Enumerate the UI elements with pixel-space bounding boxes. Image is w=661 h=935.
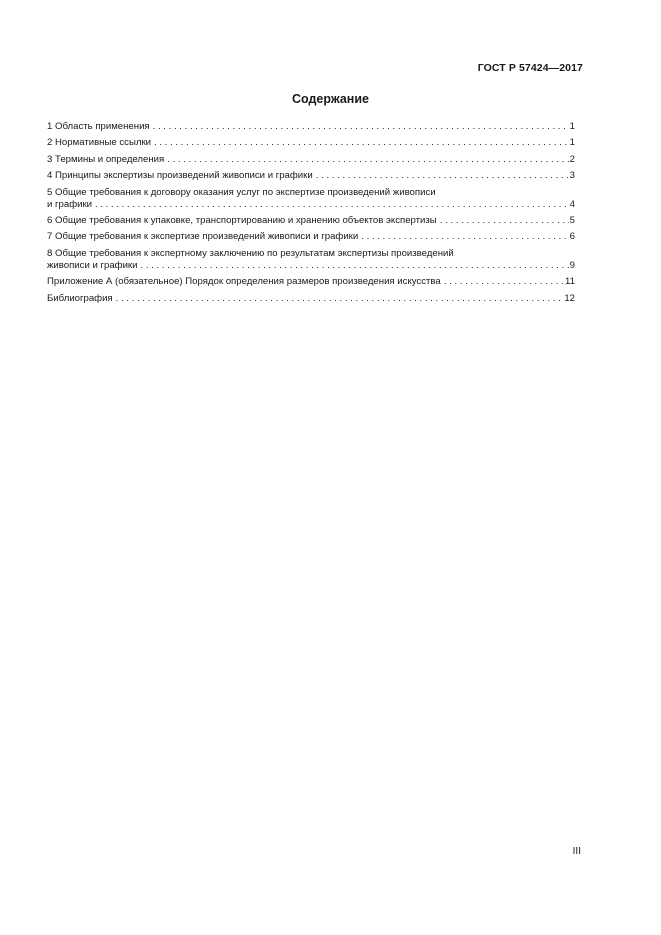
toc-entry-first-line: 8 Общие требования к экспертному заключению по результатам экспертизы произведений (47, 247, 454, 259)
toc-entry-page: 11 (565, 276, 575, 288)
toc-entry-page: 4 (569, 198, 575, 210)
toc-entry (47, 215, 575, 227)
toc-entry-text: 1 Область применения (47, 121, 150, 132)
toc-entry (47, 170, 575, 182)
toc-entry-line (47, 137, 575, 149)
toc-entry (47, 276, 575, 288)
toc-entry-text: 2 Нормативные ссылки (47, 137, 152, 149)
toc-entry-line (47, 293, 575, 305)
toc-entry-line (47, 215, 575, 227)
toc-entry-line (47, 231, 575, 243)
toc-entry (47, 154, 575, 166)
toc-entry (47, 121, 575, 133)
toc-entry-page: 2 (569, 153, 575, 165)
toc-entry-text: Приложение А (обязательное) Порядок определения размеров произведения искусства (47, 276, 441, 288)
toc-entry-page: 6 (569, 231, 575, 243)
dot-leader (154, 137, 569, 149)
dot-leader (316, 170, 569, 182)
toc-entry-line (47, 170, 575, 182)
toc-entry-text: живописи и графики (47, 259, 138, 271)
toc-entry-text: 3 Термины и определения (47, 153, 165, 165)
toc-entry-text: 4 Принципы экспертизы произведений живописи и графики (47, 170, 313, 182)
document-code: ГОСТ Р 57424—2017 (477, 62, 583, 74)
toc-entry-page: 5 (569, 214, 575, 226)
dot-leader (361, 231, 568, 243)
toc-entry-line (47, 260, 575, 272)
toc-entry-text: Библиография (47, 292, 113, 304)
toc-entry-page: 3 (569, 170, 575, 182)
toc-entry (47, 248, 575, 272)
dot-leader (95, 199, 569, 211)
toc-entry (47, 137, 575, 149)
toc-entry-text: 6 Общие требования к упаковке, транспортированию и хранению объектов экспертизы (47, 214, 437, 226)
toc-entry-line (47, 276, 575, 288)
toc-entry-page: 12 (564, 292, 575, 304)
toc-entry-line (47, 199, 575, 211)
dot-leader (167, 154, 568, 166)
dot-leader (440, 215, 569, 227)
toc-entry (47, 187, 575, 211)
toc-entry-line (47, 154, 575, 166)
toc-entry (47, 231, 575, 243)
toc-title: Содержание (291, 92, 369, 106)
toc-entry-page: 1 (569, 121, 575, 132)
toc-entry-page: 9 (569, 259, 575, 271)
toc-entry-line (47, 121, 575, 133)
toc-entry-text: и графики (47, 198, 93, 210)
dot-leader (116, 293, 564, 305)
toc-entry-text: 7 Общие требования к экспертизе произведений живописи и графики (47, 231, 359, 243)
dot-leader (444, 276, 564, 288)
toc-entry (47, 293, 575, 305)
toc-entry-page: 1 (569, 137, 575, 149)
dot-leader (140, 260, 568, 272)
dot-leader (153, 121, 569, 133)
table-of-contents (47, 121, 575, 309)
page-number: III (572, 846, 581, 857)
toc-entry-first-line: 5 Общие требования к договору оказания услуг по экспертизе произведений живописи (47, 186, 436, 198)
